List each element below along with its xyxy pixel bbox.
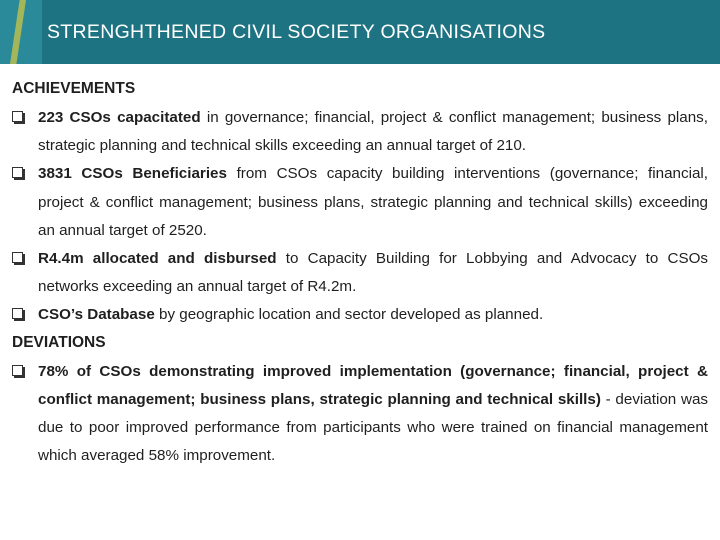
checkbox-bullet-icon (12, 308, 23, 319)
achievement-item (12, 245, 708, 301)
checkbox-bullet-icon (12, 365, 23, 376)
achievement-item (12, 301, 708, 329)
achievement-highlight: 3831 CSOs Beneficiaries (38, 165, 227, 183)
header-accent-stripe (10, 0, 26, 64)
achievement-text: to Capacity Building for Lobbying and Advocacy to CSOs networks exceeding an annual target of R4.2m. (38, 250, 708, 296)
slide-header (0, 0, 720, 64)
checkbox-bullet-icon (12, 167, 23, 178)
achievements-heading: ACHIEVEMENTS (12, 80, 136, 97)
slide-body (12, 76, 708, 470)
deviation-text: - deviation was due to poor improved performance from participants who were trained on financial management which averaged 58% improvement. (38, 390, 708, 465)
header-accent-block (0, 0, 42, 64)
achievement-highlight: CSO’s Database (38, 306, 155, 324)
achievement-highlight: 223 CSOs capacitated (38, 109, 201, 126)
achievement-highlight: R4.4m allocated and disbursed (38, 250, 277, 268)
checkbox-bullet-icon (12, 252, 23, 263)
deviations-heading: DEVIATIONS (12, 333, 106, 351)
achievement-item (12, 104, 708, 160)
deviation-item (12, 358, 708, 471)
achievement-item (12, 160, 708, 245)
achievement-text: in governance; financial, project & conflict management; business plans, strategic planning and technical skills exceeding an annual target of 210. (38, 109, 708, 155)
checkbox-bullet-icon (12, 111, 23, 122)
slide-title: STRENGHTHENED CIVIL SOCIETY ORGANISATIONS (47, 21, 546, 43)
achievement-text: from CSOs capacity building interventions (governance; financial, project & conflict management; business plans, strategic planning and technical skills) exceeding an annual target of 2520. (38, 165, 708, 239)
achievement-text: by geographic location and sector developed as planned. (154, 306, 544, 324)
deviation-highlight: 78% of CSOs demonstrating improved implementation (governance; financial, project & conflict management; business plans, strategic planning and technical skills) (38, 362, 708, 408)
